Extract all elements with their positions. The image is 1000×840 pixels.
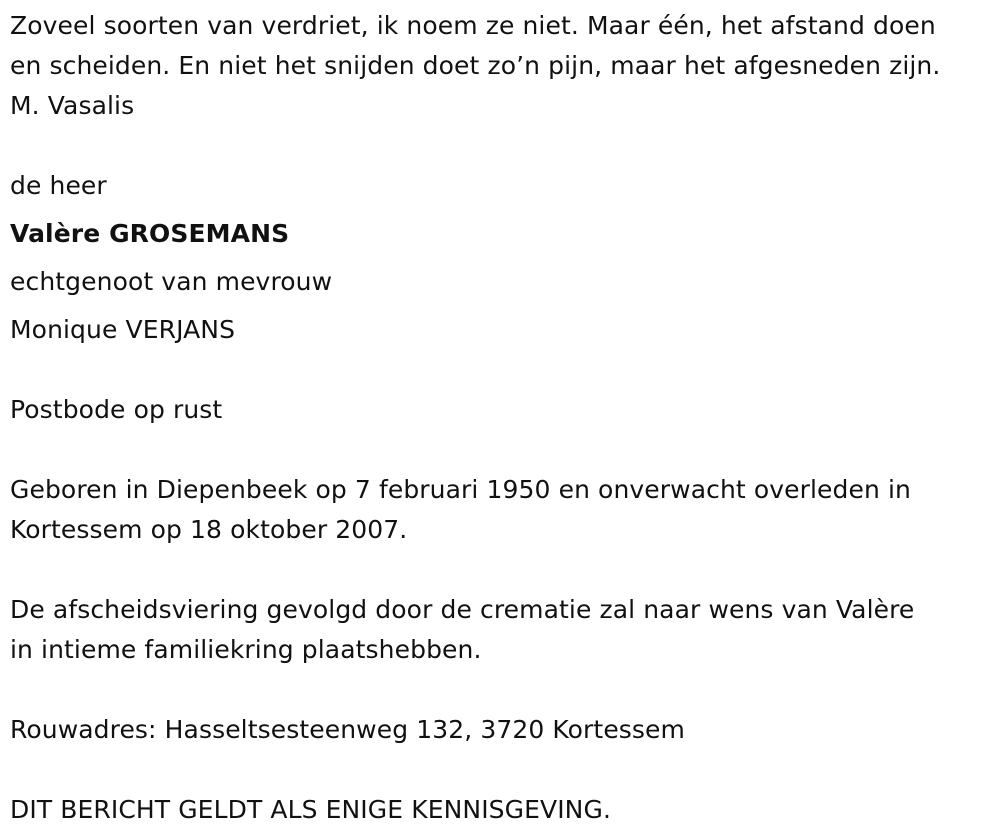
quote-line-1: Zoveel soorten van verdriet, ik noem ze niet. Maar één, het afstand doen	[10, 11, 936, 40]
ceremony-line-1: De afscheidsviering gevolgd door de crematie zal naar wens van Valère	[10, 595, 915, 624]
mourning-address: Rouwadres: Hasseltsesteenweg 132, 3720 Kortessem	[10, 715, 685, 744]
ceremony-line-2: in intieme familiekring plaatshebben.	[10, 635, 482, 664]
deceased-title: de heer	[10, 171, 107, 200]
spouse-name: Monique VERJANS	[10, 315, 236, 344]
deceased-relation: echtgenoot van mevrouw	[10, 267, 333, 296]
quote-line-2: en scheiden. En niet het snijden doet zo’n pijn, maar het afgesneden zijn.	[10, 51, 941, 80]
occupation: Postbode op rust	[10, 395, 223, 424]
notice-statement: DIT BERICHT GELDT ALS ENIGE KENNISGEVING.	[10, 795, 611, 824]
birth-death-line-1: Geboren in Diepenbeek op 7 februari 1950 en onverwacht overleden in	[10, 475, 911, 504]
birth-death-line-2: Kortessem op 18 oktober 2007.	[10, 515, 408, 544]
deceased-name: Valère GROSEMANS	[10, 219, 290, 248]
quote-author: M. Vasalis	[10, 91, 135, 120]
